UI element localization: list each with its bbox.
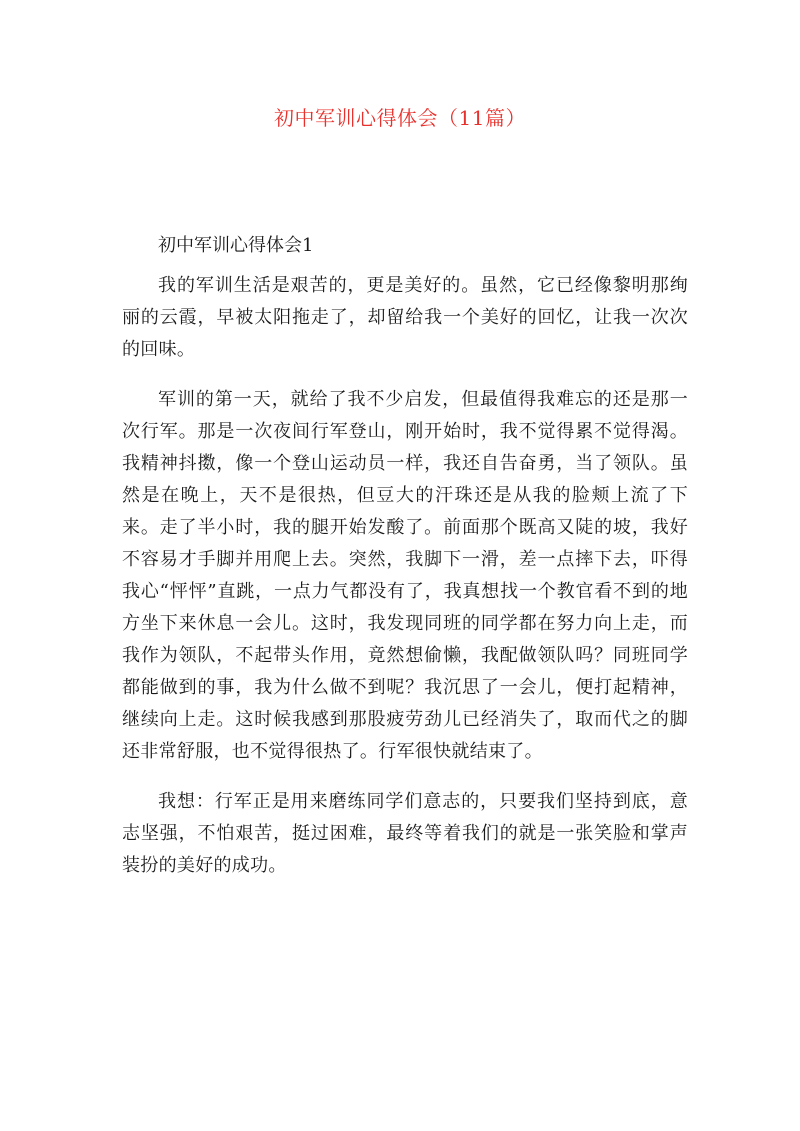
paragraph-2: 军训的第一天，就给了我不少启发，但最值得我难忘的还是那一次行军。那是一次夜间行军登山，刚开始时，我不觉得累不觉得渴。我精神抖擞，像一个登山运动员一样，我还自告奋勇，当了领队。虽然是在晚上，天不是很热，但豆大的汗珠还是从我的脸颊上流了下来。走了半小时，我的腿开始发酸了。前面那个既高又陡的坡，我好不容易才手脚并用爬上去。突然，我脚下一滑，差一点摔下去，吓得我心“怦怦”直跳，一点力气都没有了，我真想找一个教官看不到的地方坐下来休息一会儿。这时，我发现同班的同学都在努力向上走，而我作为领队，不起带头作用，竟然想偷懒，我配做领队吗？同班同学都能做到的事，我为什么做不到呢？我沉思了一会儿，便打起精神，继续向上走。这时候我感到那股疲劳劲儿已经消失了，取而代之的脚还非常舒服，也不觉得很热了。行军很快就结束了。 [122, 389, 688, 762]
document-title: 初中军训心得体会（11篇） [274, 106, 526, 130]
paragraph-3: 我想：行军正是用来磨练同学们意志的，只要我们坚持到底，意志坚强，不怕艰苦，挺过困难，最终等着我们的就是一张笑脸和掌声装扮的美好的成功。 [122, 791, 688, 876]
document-body [122, 230, 688, 882]
paragraph-1: 我的军训生活是艰苦的，更是美好的。虽然，它已经像黎明那绚丽的云霞，早被太阳拖走了，却留给我一个美好的回忆，让我一次次的回味。 [122, 275, 688, 360]
section-heading: 初中军训心得体会1 [158, 235, 314, 256]
